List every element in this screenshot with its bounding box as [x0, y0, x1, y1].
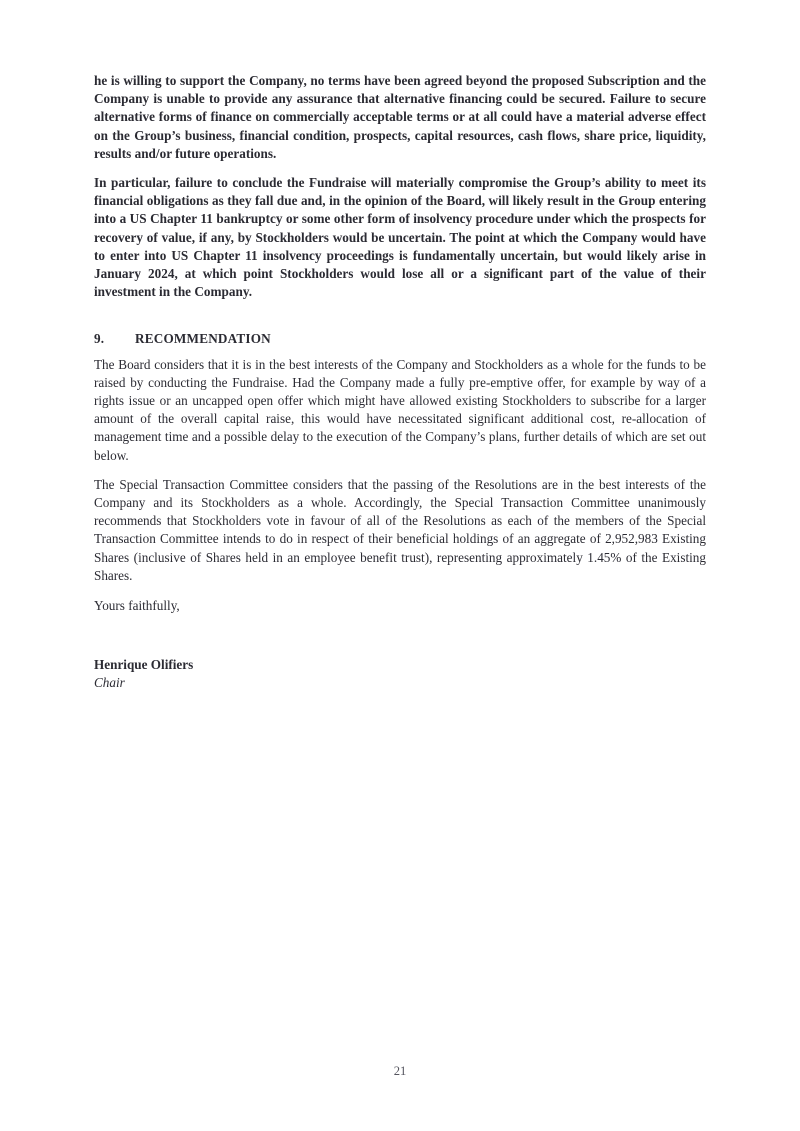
paragraph-support-company: he is willing to support the Company, no terms have been agreed beyond the proposed Subscription and the Company is unable to provide any assurance that alternative financing could be secured. Failure to secure alternative forms of finance on commercially acceptable terms or at all could have a material adverse effect on the Group’s business, financial condition, prospects, capital resources, cash flows, share price, liquidity, results and/or future operations.	[94, 73, 706, 161]
paragraph-fundraise-warning: In particular, failure to conclude the Fundraise will materially compromise the Group’s ability to meet its financial obligations as they fall due and, in the opinion of the Board, will likely result in the Group entering into a US Chapter 11 bankruptcy or some other form of insolvency procedure under which the prospects for recovery of value, if any, by Stockholders would be uncertain. The point at which the Company would have to enter into US Chapter 11 insolvency proceedings is fundamentally uncertain, but would likely arise in January 2024, at which point Stockholders would lose all or a significant part of the value of their investment in the Company.	[94, 175, 706, 300]
section-number: 9.	[94, 331, 105, 347]
closing-salutation: Yours faithfully,	[94, 598, 180, 614]
signature-block	[94, 656, 706, 692]
section-title: RECOMMENDATION	[135, 331, 271, 347]
page-number-footer: 21	[393, 1064, 407, 1078]
section-heading-recommendation	[94, 330, 706, 348]
paragraph-special-transaction-committee: The Special Transaction Committee considers that the passing of the Resolutions are in the best interests of the Company and its Stockholders as a whole. Accordingly, the Special Transaction Committee unanimously recommends that Stockholders vote in favour of all of the Resolutions as each of the members of the Special Transaction Committee intends to do in respect of their beneficial holdings of an aggregate of 2,952,983 Existing Shares (inclusive of Shares held in an employee benefit trust), representing approximately 1.45% of the Existing Shares.	[94, 476, 706, 583]
paragraph-board-considers: The Board considers that it is in the best interests of the Company and Stockholders as a whole for the funds to be raised by conducting the Fundraise. Had the Company made a fully pre-emptive offer, for example by way of a rights issue or an uncapped open offer which might have allowed existing Stockholders to subscribe for a larger amount of the overall capital raise, this would have necessitated significant additional cost, re-allocation of management time and a possible delay to the execution of the Company’s plans, further details of which are set out below.	[94, 356, 706, 463]
page-content	[94, 72, 706, 693]
signatory-name: Henrique Olifiers	[94, 657, 194, 673]
signatory-role: Chair	[94, 675, 125, 691]
